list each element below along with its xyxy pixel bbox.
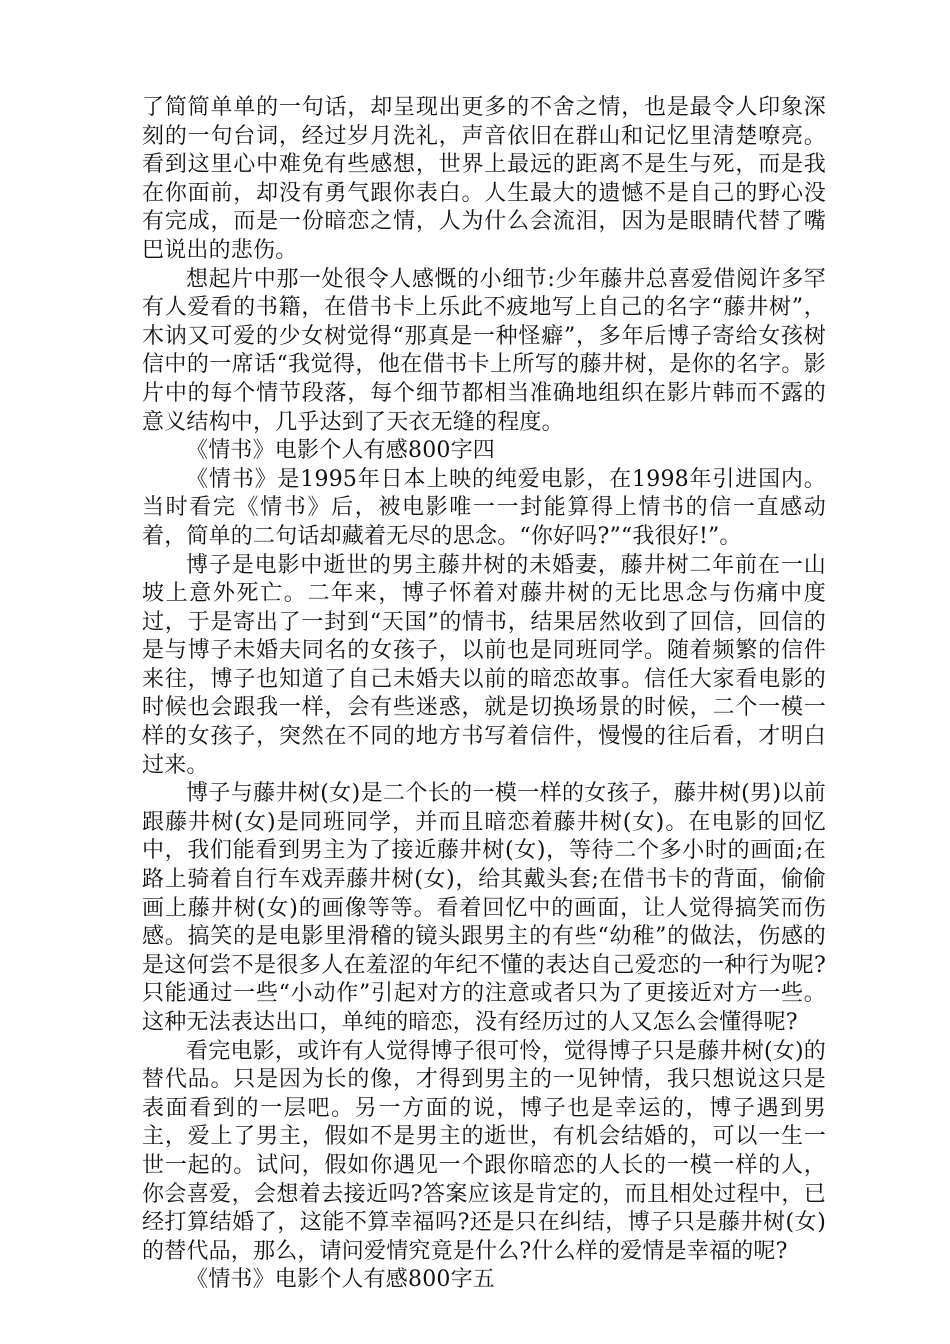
section-heading: 《情书》电影个人有感800字四 <box>186 438 495 464</box>
paragraph: 想起片中那一处很令人感慨的小细节:少年藤井总喜爱借阅许多罕有人爱看的书籍，在借书卡上乐此不疲地写上自己的名字“藤井树”，木讷又可爱的少女树觉得“那真是一种怪癖”，多年后博子寄给女孩树信中的一席话“我觉得，他在借书卡上所写的藤井树，是你的名字。影片中的每个情节段落，每个细节都相当准确地组织在影片韩而不露的意义结构中，几乎达到了天衣无缝的程度。 <box>142 266 826 435</box>
paragraph-continued: 了简简单单的一句话，却呈现出更多的不舍之情，也是最令人印象深刻的一句台词，经过岁月洗礼，声音依旧在群山和记忆里清楚嘹亮。看到这里心中难免有些感想，世界上最远的距离不是生与死，而是我在你面前，却没有勇气跟你表白。人生最大的遗憾不是自己的野心没有完成，而是一份暗恋之情，人为什么会流泪，因为是眼睛代替了嘴巴说出的悲伤。 <box>142 95 826 263</box>
paragraph: 博子与藤井树(女)是二个长的一模一样的女孩子，藤井树(男)以前跟藤井树(女)是同班同学，并而且暗恋着藤井树(女)。在电影的回忆中，我们能看到男主为了接近藤井树(女)，等待二个多小时的画面;在路上骑着自行车戏弄藤井树(女)，给其戴头套;在借书卡的背面，偷偷画上藤井树(女)的画像等等。看着回忆中的画面，让人觉得搞笑而伤感。搞笑的是电影里滑稽的镜头跟男主的有些“幼稚”的做法，伤感的是这何尝不是很多人在羞涩的年纪不懂的表达自己爱恋的一种行为呢?只能通过一些“小动作”引起对方的注意或者只为了更接近对方一些。这种无法表达出口，单纯的暗恋，没有经历过的人又怎么会懂得呢? <box>142 781 826 1035</box>
paragraph: 《情书》是1995年日本上映的纯爱电影，在1998年引进国内。当时看完《情书》后，被电影唯一一封能算得上情书的信一直感动着，简单的二句话却藏着无尽的思念。“你好吗?”“我很好!”。 <box>142 466 826 549</box>
paragraph: 看完电影，或许有人觉得博子很可怜，觉得博子只是藤井树(女)的替代品。只是因为长的像，才得到男主的一见钟情，我只想说这只是表面看到的一层吧。另一方面的说，博子也是幸运的，博子遇到男主，爱上了男主，假如不是男主的逝世，有机会结婚的，可以一生一世一起的。试问，假如你遇见一个跟你暗恋的人长的一模一样的人，你会喜爱，会想着去接近吗?答案应该是肯定的，而且相处过程中，已经打算结婚了，这能不算幸福吗?还是只在纠结，博子只是藤井树(女)的替代品，那么，请问爱情究竟是什么?什么样的爱情是幸福的呢? <box>142 1038 826 1264</box>
section-heading: 《情书》电影个人有感800字五 <box>186 1267 495 1293</box>
paragraph: 博子是电影中逝世的男主藤井树的未婚妻，藤井树二年前在一山坡上意外死亡。二年来，博子怀着对藤井树的无比思念与伤痛中度过，于是寄出了一封到“天国”的情书，结果居然收到了回信，回信的是与博子未婚夫同名的女孩子，以前也是同班同学。随着频繁的信件来往，博子也知道了自己未婚夫以前的暗恋故事。信任大家看电影的时候也会跟我一样，会有些迷惑，就是切换场景的时候，二个一模一样的女孩子，突然在不同的地方书写着信件，慢慢的往后看，才明白过来。 <box>142 552 826 778</box>
document-body <box>142 94 826 1295</box>
